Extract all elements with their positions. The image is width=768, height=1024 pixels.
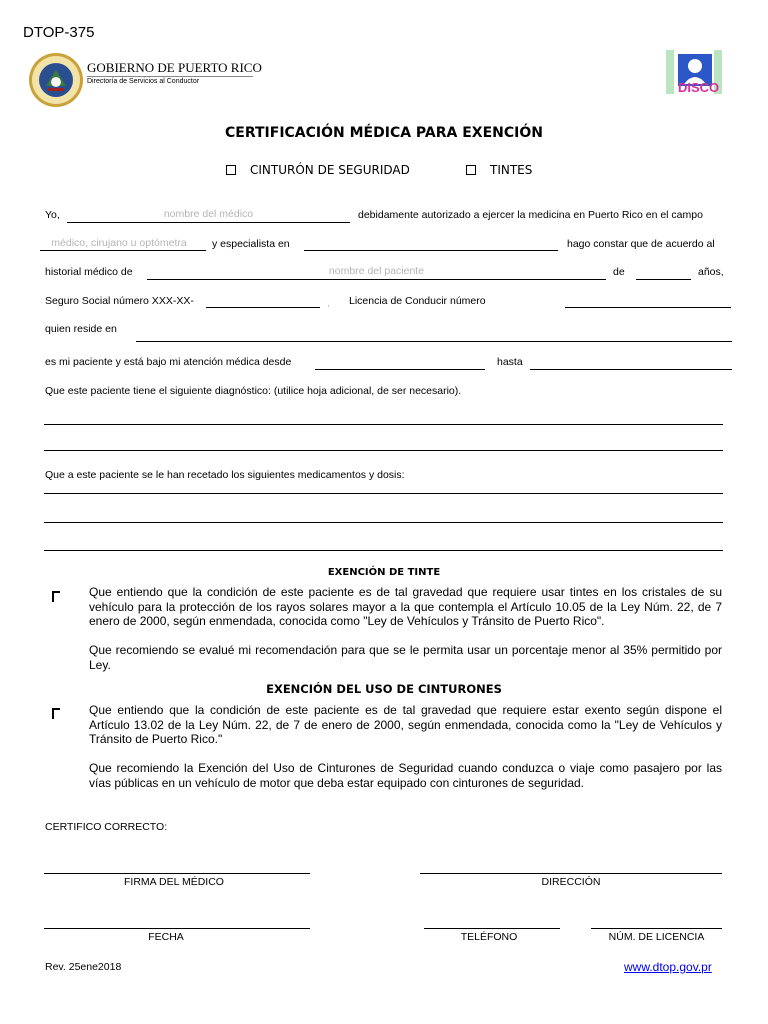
tint-section-heading: EXENCIÓN DE TINTE <box>327 567 441 578</box>
phone-signature-label: TELÉFONO <box>460 931 518 943</box>
address-signature-label: DIRECCIÓN <box>541 876 601 888</box>
doctor-name-placeholder: nombre del médico <box>163 208 254 220</box>
label-license: Licencia de Conducir número <box>349 295 486 307</box>
diagnosis-line-2[interactable] <box>44 450 723 451</box>
tint-exemption-checkbox[interactable] <box>52 591 60 602</box>
license-number-signature-label: NÚM. DE LICENCIA <box>608 931 705 943</box>
address-field[interactable] <box>136 341 732 342</box>
label-attest: hago constar que de acuerdo al <box>567 238 715 250</box>
phone-signature-line[interactable] <box>424 928 560 929</box>
doctor-signature-line[interactable] <box>44 873 310 874</box>
disco-logo-text: DISCO <box>678 80 720 95</box>
ssn-field[interactable] <box>206 307 320 308</box>
form-code: DTOP-375 <box>23 24 95 41</box>
seatbelt-checkbox[interactable] <box>226 165 236 175</box>
label-diagnosis: Que este paciente tiene el siguiente diagnóstico: (utilice hoja adicional, de ser necesario). <box>45 385 462 397</box>
seatbelt-option-label: CINTURÓN DE SEGURIDAD <box>250 163 410 177</box>
label-years: años, <box>698 266 724 278</box>
date-signature-line[interactable] <box>44 928 310 929</box>
tint-option-label: TINTES <box>490 163 533 177</box>
address-signature-line[interactable] <box>420 873 722 874</box>
doctor-name-field[interactable] <box>67 222 350 223</box>
form-title: CERTIFICACIÓN MÉDICA PARA EXENCIÓN <box>225 125 543 141</box>
belt-paragraph-2: Que recomiendo la Exención del Uso de Cinturones de Seguridad cuando conduzca o viaje como pasajero por las vías públicas en un vehículo de motor que deba estar equipado con cinturones de seguridad. <box>89 761 722 790</box>
medication-line-2[interactable] <box>44 522 723 523</box>
age-field[interactable] <box>636 279 691 280</box>
tint-checkbox[interactable] <box>466 165 476 175</box>
certify-label: CERTIFICO CORRECTO: <box>45 821 168 833</box>
label-specialist: y especialista en <box>212 238 290 250</box>
website-link[interactable]: www.dtop.gov.pr <box>624 960 712 974</box>
patient-name-placeholder: nombre del paciente <box>328 265 425 277</box>
government-subtitle: Directoría de Servicios al Conductor <box>87 78 200 85</box>
belt-exemption-checkbox[interactable] <box>52 708 60 719</box>
puerto-rico-seal-icon <box>28 52 84 108</box>
label-ssn: Seguro Social número XXX-XX- <box>45 295 194 307</box>
doctor-signature-label: FIRMA DEL MÉDICO <box>124 876 224 888</box>
specialty-field[interactable] <box>304 250 558 251</box>
until-date-field[interactable] <box>530 369 732 370</box>
government-divider <box>87 76 253 77</box>
label-history: historial médico de <box>45 266 133 278</box>
medication-line-1[interactable] <box>44 493 723 494</box>
diagnosis-line-1[interactable] <box>44 424 723 425</box>
label-resides: quien reside en <box>45 323 117 335</box>
label-of: de <box>613 266 625 278</box>
ssn-comma: , <box>327 297 330 309</box>
government-name: GOBIERNO DE PUERTO RICO <box>87 60 262 75</box>
license-field[interactable] <box>565 307 731 308</box>
label-authorized: debidamente autorizado a ejercer la medicina en Puerto Rico en el campo <box>358 209 703 221</box>
field-of-medicine-field[interactable] <box>40 250 206 251</box>
revision-label: Rev. 25ene2018 <box>45 961 122 973</box>
since-date-field[interactable] <box>315 369 485 370</box>
label-medication: Que a este paciente se le han recetado los siguientes medicamentos y dosis: <box>45 469 405 481</box>
label-patient-since: es mi paciente y está bajo mi atención médica desde <box>45 356 292 368</box>
license-number-signature-line[interactable] <box>591 928 722 929</box>
patient-name-field[interactable] <box>147 279 606 280</box>
tint-paragraph-2: Que recomiendo se evalué mi recomendación para que se le permita usar un porcentaje menor al 35% permitido por Ley. <box>89 643 722 672</box>
belt-section-heading: EXENCIÓN DEL USO DE CINTURONES <box>266 682 502 696</box>
belt-paragraph-1: Que entiendo que la condición de este paciente es de tal gravedad que requiere estar exento según dispone el Artículo 13.02 de la Ley Núm. 22, de 7 de enero de 2000, según enmendada, conocida como la "Ley de Vehículos y Tránsito de Puerto Rico." <box>89 703 722 746</box>
label-until: hasta <box>497 356 523 368</box>
field-of-medicine-placeholder: médico, cirujano u optómetra <box>51 237 187 249</box>
tint-paragraph-1: Que entiendo que la condición de este paciente es de tal gravedad que requiere usar tintes en los cristales de su vehículo para la protección de los rayos solares mayor a la que contempla el Artículo 10.05 de la Ley Núm. 22, de 7 enero de 2000, según enmendada, conocida como "Ley de Vehículos y Tránsito de Puerto Rico". <box>89 585 722 628</box>
medication-line-3[interactable] <box>44 550 723 551</box>
date-signature-label: FECHA <box>148 931 184 943</box>
label-yo: Yo, <box>45 209 60 221</box>
